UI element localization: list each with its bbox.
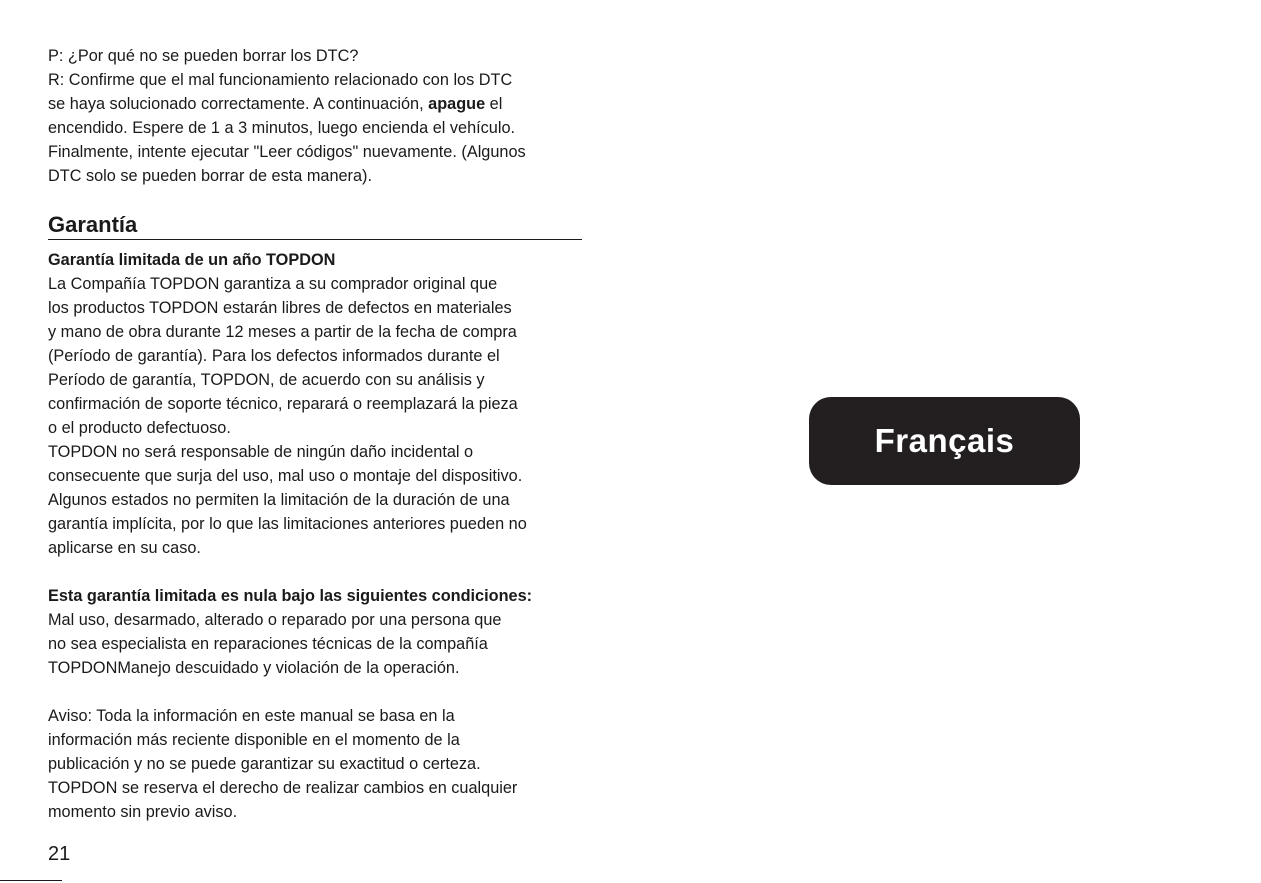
warranty-body-line: Período de garantía, TOPDON, de acuerdo con su análisis y (48, 371, 485, 389)
warranty-body-line: o el producto defectuoso. (48, 419, 231, 437)
faq-answer-line: R: Confirme que el mal funcionamiento relacionado con los DTC (48, 71, 513, 89)
warranty-body-line: TOPDON no será responsable de ningún daño incidental o (48, 443, 474, 461)
faq-answer-text: el (485, 95, 503, 113)
faq-answer-text: se haya solucionado correctamente. A continuación, (48, 95, 429, 113)
language-tab-francais (809, 397, 1080, 485)
notice-line: información más reciente disponible en el momento de la (48, 731, 460, 749)
warranty-body-line: y mano de obra durante 12 meses a partir de la fecha de compra (48, 323, 517, 341)
faq-answer-line: Finalmente, intente ejecutar "Leer códigos" nuevamente. (Algunos (48, 143, 526, 161)
notice-line: publicación y no se puede garantizar su exactitud o certeza. (48, 755, 481, 773)
spacer (48, 680, 584, 704)
faq-question: P: ¿Por qué no se pueden borrar los DTC? (48, 47, 359, 65)
page-number: 21 (48, 843, 71, 865)
warranty-body-line: Algunos estados no permiten la limitación de la duración de una (48, 491, 510, 509)
notice-line: Aviso: Toda la información en este manual se basa en la (48, 707, 455, 725)
faq-answer-line: encendido. Espere de 1 a 3 minutos, luego encienda el vehículo. (48, 119, 516, 137)
warranty-void-heading: Esta garantía limitada es nula bajo las siguientes condiciones: (48, 587, 533, 605)
notice-line: TOPDON se reserva el derecho de realizar cambios en cualquier (48, 779, 518, 797)
left-page (48, 44, 584, 824)
warranty-body-line: confirmación de soporte técnico, reparará o reemplazará la pieza (48, 395, 518, 413)
warranty-body-line: (Período de garantía). Para los defectos informados durante el (48, 347, 500, 365)
warranty-body-line: los productos TOPDON estarán libres de defectos en materiales (48, 299, 512, 317)
warranty-body-line: aplicarse en su caso. (48, 539, 201, 557)
faq-block (48, 44, 584, 188)
spacer (48, 560, 584, 584)
warranty-body-line: garantía implícita, por lo que las limitaciones anteriores pueden no (48, 515, 527, 533)
notice-line: momento sin previo aviso. (48, 803, 238, 821)
warranty-subheading: Garantía limitada de un año TOPDON (48, 251, 336, 269)
footer-rule (0, 880, 62, 881)
warranty-void-line: Mal uso, desarmado, alterado o reparado por una persona que (48, 611, 502, 629)
warranty-void-line: no sea especialista en reparaciones técnicas de la compañía (48, 635, 488, 653)
warranty-block (48, 248, 584, 824)
warranty-body-line: consecuente que surja del uso, mal uso o montaje del dispositivo. (48, 467, 523, 485)
faq-answer-line (48, 92, 584, 116)
language-tab-label: Français (874, 422, 1015, 459)
spacer (48, 188, 584, 212)
warranty-void-line: TOPDONManejo descuidado y violación de la operación. (48, 659, 460, 677)
warranty-heading: Garantía (48, 212, 582, 240)
warranty-body-line: La Compañía TOPDON garantiza a su comprador original que (48, 275, 498, 293)
faq-answer-emphasis: apague (428, 95, 486, 113)
faq-answer-line: DTC solo se pueden borrar de esta manera). (48, 167, 372, 185)
